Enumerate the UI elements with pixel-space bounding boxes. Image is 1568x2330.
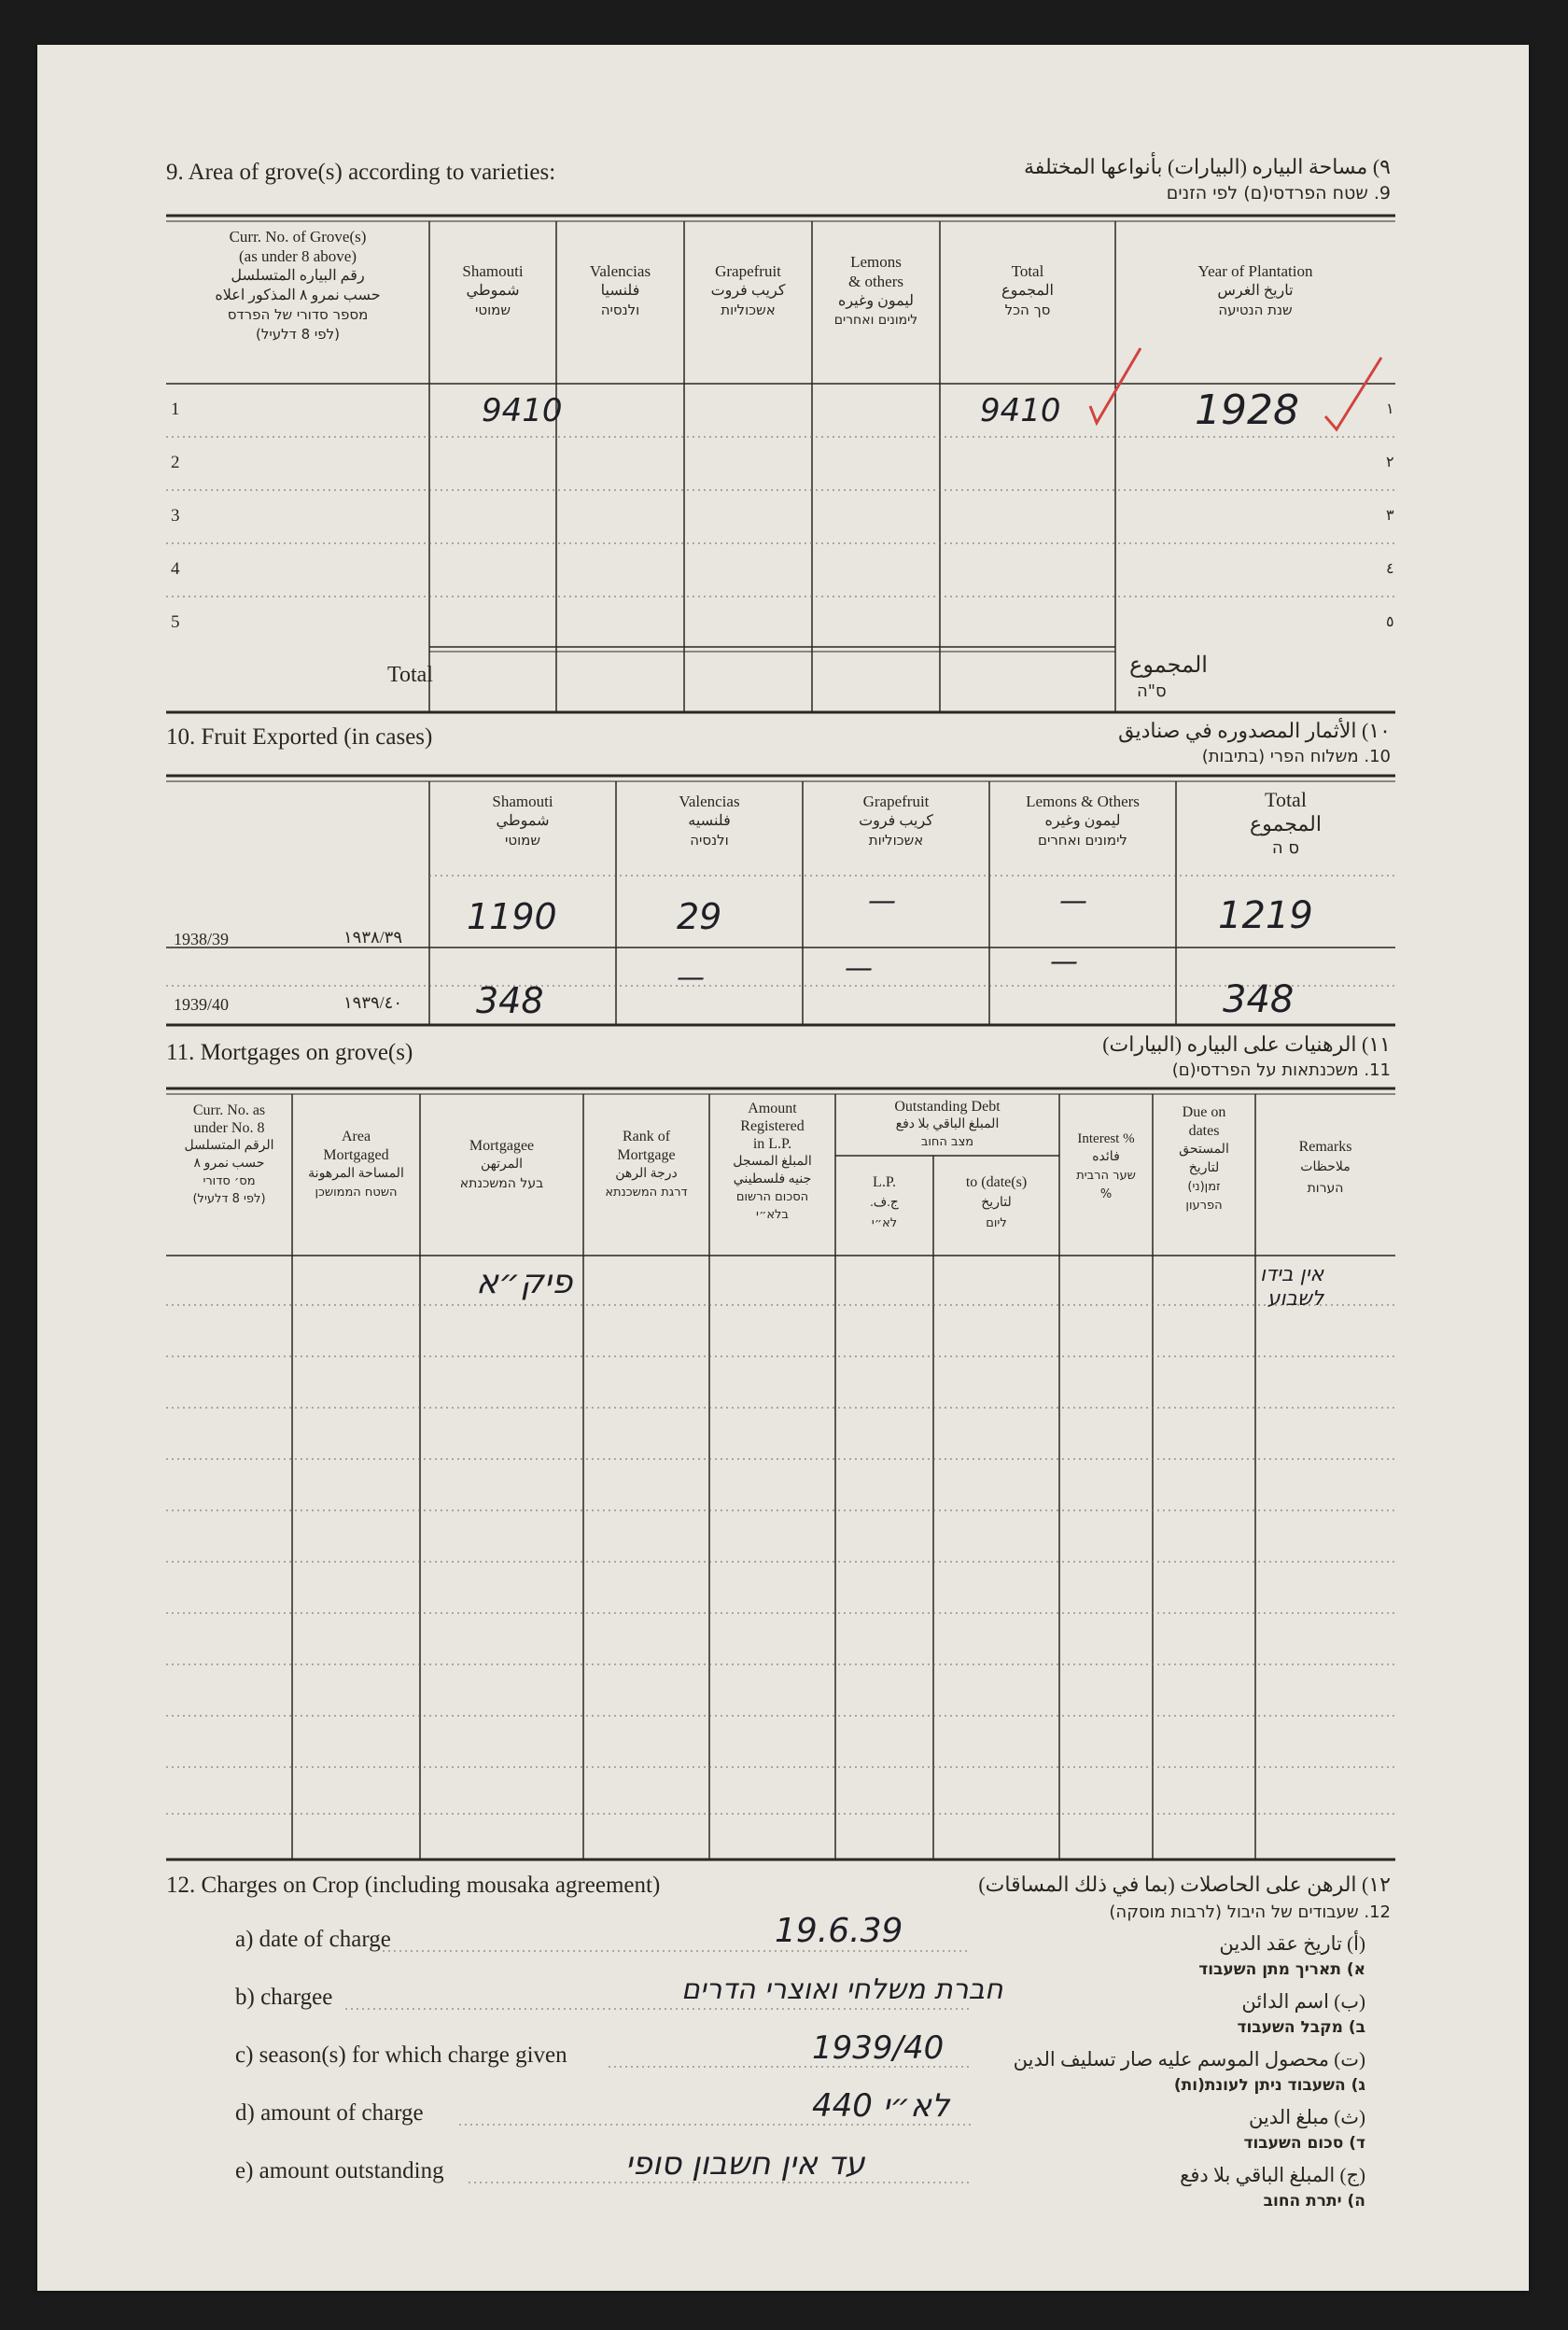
s10-hw-total-2: 348: [1223, 978, 1295, 1021]
s9-hdr-shamouti: Shamouti شموطي שמוטי: [462, 262, 524, 318]
s12-label-b: b) chargee: [235, 1985, 333, 2010]
s9-row-2-ar: ٢: [1386, 455, 1394, 470]
s10-hw-grapefruit-1: —: [868, 885, 896, 918]
s12-ar-a: (أ) تاريخ عقد الدين: [1219, 1932, 1365, 1955]
s11-title-en: 11. Mortgages on grove(s): [166, 1040, 413, 1065]
s12-ar-b: (ب) اسم الدائن: [1241, 1990, 1365, 2013]
s12-title-en: 12. Charges on Crop (including mousaka agreement): [166, 1873, 661, 1898]
s9-total-he: ס"ה: [1137, 681, 1167, 701]
s12-label-a: a) date of charge: [235, 1927, 391, 1952]
s12-he-d: ד) סכום השעבוד: [1243, 2134, 1365, 2153]
s12-he-e: ה) יתרת החוב: [1263, 2192, 1365, 2211]
s9-hw-shamouti: 9410: [482, 392, 563, 429]
s11-hdr-amount: Amount Registered in L.P. المبلغ المسجل جنيه فلسطيني הסכום הרשום בלא״י: [733, 1101, 812, 1222]
s9-row-3-ar: ٣: [1386, 508, 1394, 524]
s12-label-e: e) amount outstanding: [235, 2158, 444, 2183]
s9-hdr-grove: Curr. No. of Grove(s) (as under 8 above) رقم البياره المتسلسل حسب نمرو ٨ المذكور اعلاه מספר סדורי של הפרדס (לפי 8 דלעיל): [215, 228, 381, 343]
s9-row-2: 2: [171, 453, 180, 472]
s10-hw-valencias-2: —: [677, 961, 705, 994]
s10-hw-grapefruit-2: —: [845, 952, 873, 985]
s10-hdr-lemons: Lemons & Others ليمون وغيره לימונים ואחרים: [1026, 793, 1140, 849]
s12-title-ar: ١٢) الرهن على الحاصلات (بما في ذلك المساقات): [978, 1873, 1391, 1896]
s9-row-1-ar: ١: [1386, 401, 1394, 417]
s9-hdr-year: Year of Plantation تاريخ الغرس שנת הנטיעה: [1197, 262, 1313, 318]
s9-row-4: 4: [171, 559, 180, 579]
s9-row-3: 3: [171, 506, 180, 526]
s11-hdr-todate: to (date(s) لتاريخ ליום: [965, 1174, 1028, 1230]
s11-hdr-interest: Interest % فائده שער הרבית %: [1076, 1131, 1136, 1201]
s9-row-4-ar: ٤: [1386, 561, 1394, 577]
s10-year-2: 1939/40: [174, 995, 230, 1014]
s9-title-ar: ٩) مساحة البياره (البيارات) بأنواعها المختلفة: [1024, 155, 1391, 178]
s10-hw-shamouti-2: 348: [476, 980, 544, 1021]
form-page: [37, 45, 1529, 2291]
s11-title-he: 11. משכנתאות על הפרדסי(ם): [1171, 1060, 1391, 1080]
s12-hw-amount: לא״י 440: [812, 2087, 950, 2125]
s12-he-a: א) תאריך מתן השעבוד: [1198, 1960, 1365, 1979]
s9-total-label: Total: [387, 663, 433, 687]
s11-hdr-due: Due on dates المستحق لتاريخ זמן(ני) הפרעון: [1179, 1104, 1229, 1213]
s10-hw-lemons-1: —: [1059, 885, 1087, 918]
s10-year-2-ar: ١٩٣٩/٤٠: [343, 993, 403, 1012]
s11-hw-mortgagee: פיק״א: [476, 1263, 573, 1301]
s10-year-1-ar: ١٩٣٨/٣٩: [343, 928, 403, 947]
s11-title-ar: ١١) الرهنيات على البياره (البيارات): [1102, 1032, 1391, 1056]
s12-hw-date: 19.6.39: [775, 1912, 903, 1950]
s10-hdr-total: Total المجموع ס ה: [1250, 788, 1322, 858]
s12-label-c: c) season(s) for which charge given: [235, 2042, 567, 2068]
s10-hdr-valencias: Valencias فلنسيه ולנסיה: [679, 793, 740, 849]
s12-hw-chargee: חברת משלחי ואוצרי הדרים: [681, 1973, 1003, 2006]
s9-hw-year: 1928: [1195, 386, 1299, 434]
s11-hdr-outstanding: Outstanding Debt المبلغ الباقي بلا دفع מצב החוב: [894, 1099, 1001, 1149]
s11-hdr-rank: Rank of Mortgage درجة الرهن דרגת המשכנתא: [605, 1129, 688, 1200]
s10-hw-valencias-1: 29: [677, 896, 722, 937]
s12-label-d: d) amount of charge: [235, 2100, 424, 2126]
s9-hw-total: 9410: [980, 392, 1061, 429]
s11-hdr-remarks: Remarks ملاحظات הערות: [1298, 1139, 1352, 1196]
s9-hdr-valencias: Valencias فلنسيا ולנסיה: [589, 262, 651, 318]
s9-row-5-ar: ٥: [1386, 614, 1394, 630]
s11-hw-remarks: אין בידו לשבוע: [1260, 1263, 1324, 1311]
s9-title-en: 9. Area of grove(s) according to varieties:: [166, 160, 556, 185]
s10-year-1: 1938/39: [174, 930, 230, 948]
s11-hdr-lp: L.P. ج.ف. לא״י: [870, 1174, 899, 1230]
s11-hdr-mortgagee: Mortgagee المرتهن בעל המשכנתא: [459, 1138, 544, 1191]
s9-row-5: 5: [171, 612, 180, 632]
s10-hw-total-1: 1219: [1218, 894, 1313, 937]
s11-hdr-currno: Curr. No. as under No. 8 الرقم المتسلسل حسب نمرو ٨ מס׳ סדורי (לפי 8 דלעיל): [184, 1102, 274, 1206]
s12-hw-season: 1939/40: [812, 2029, 945, 2067]
s10-hdr-grapefruit: Grapefruit كريب فروت אשכוליות: [859, 793, 933, 849]
s10-title-ar: ١٠) الأثمار المصدوره في صناديق: [1118, 719, 1391, 742]
s9-total-ar: المجموع: [1129, 653, 1208, 678]
s9-hdr-total: Total المجموع סך הכל: [1001, 262, 1054, 318]
s9-hdr-grapefruit: Grapefruit كريب فروت אשכוליות: [710, 262, 786, 318]
s12-ar-d: (ث) مبلغ الدين: [1248, 2106, 1365, 2128]
s9-hdr-lemons: Lemons & others ليمون وغيره לימונים ואחרים: [833, 253, 918, 328]
s12-hw-outstanding: עד אין חשבון סופי: [625, 2145, 865, 2183]
s12-he-b: ב) מקבל השעבוד: [1237, 2018, 1365, 2037]
s12-title-he: 12. שעבודים של היבול (לרבות מוסקה): [1109, 1902, 1391, 1922]
s9-row-1: 1: [171, 400, 180, 419]
s10-hw-lemons-2: —: [1050, 946, 1078, 978]
s12-ar-c: (ت) محصول الموسم عليه صار تسليف الدين: [1013, 2048, 1365, 2070]
s10-hw-shamouti-1: 1190: [467, 896, 557, 937]
s10-hdr-shamouti: Shamouti شموطي שמוטי: [492, 793, 553, 849]
s11-hdr-area: Area Mortgaged المساحة المرهونة השטח הממושכן: [308, 1129, 404, 1200]
s12-he-c: ג) השעבוד ניתן לעונת(ות): [1173, 2076, 1365, 2095]
s12-ar-e: (ج) المبلغ الباقي بلا دفع: [1180, 2164, 1365, 2186]
s10-title-he: 10. משלוח הפרי (בתיבות): [1201, 747, 1391, 766]
s9-title-he: 9. שטח הפרדסי(ם) לפי הזנים: [1166, 183, 1391, 204]
s10-title-en: 10. Fruit Exported (in cases): [166, 724, 433, 750]
